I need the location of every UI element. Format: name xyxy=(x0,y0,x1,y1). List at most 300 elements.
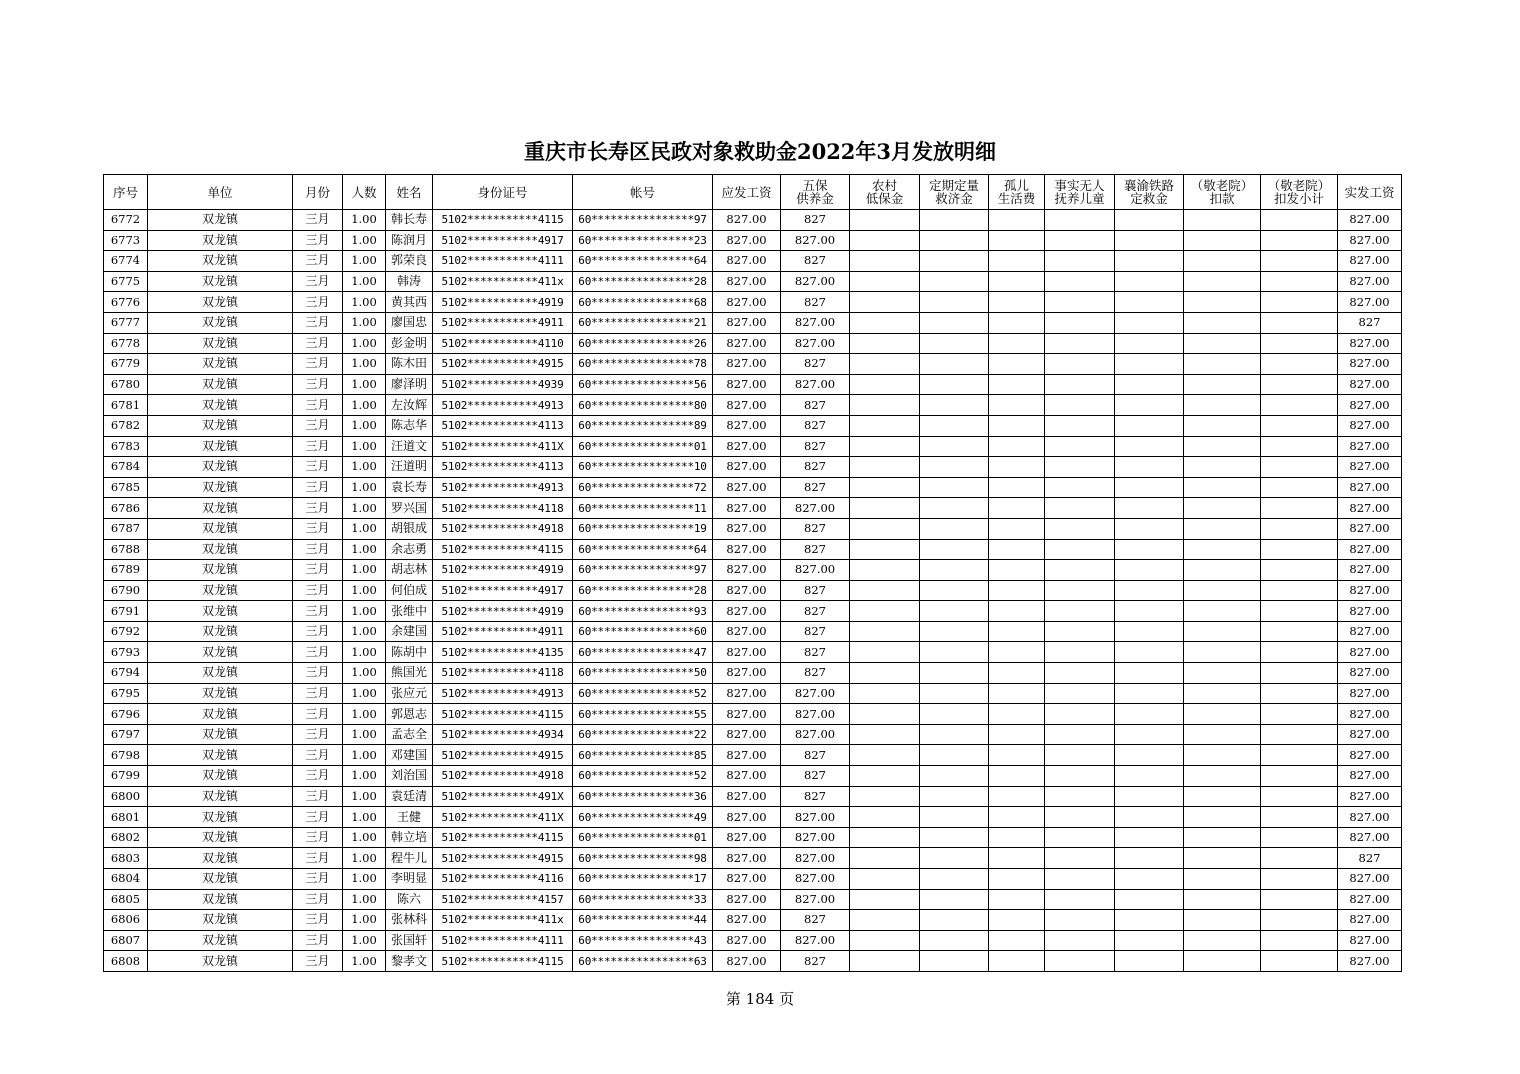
table-cell: 1.00 xyxy=(343,663,386,684)
table-cell: 827.00 xyxy=(713,642,781,663)
table-cell xyxy=(1115,251,1184,272)
table-cell xyxy=(850,663,920,684)
table-cell xyxy=(850,951,920,972)
table-cell: 双龙镇 xyxy=(148,848,293,869)
table-cell: 827 xyxy=(781,251,850,272)
table-cell xyxy=(1045,621,1115,642)
table-row xyxy=(104,210,1402,231)
table-cell: 827.00 xyxy=(713,580,781,601)
table-cell xyxy=(850,807,920,828)
table-cell xyxy=(920,333,989,354)
table-cell xyxy=(989,601,1045,622)
table-cell: 827.00 xyxy=(1338,745,1402,766)
table-cell: 827 xyxy=(781,580,850,601)
table-cell xyxy=(1261,333,1338,354)
table-row xyxy=(104,539,1402,560)
table-cell: 三月 xyxy=(293,930,343,951)
table-cell: 6776 xyxy=(104,292,148,313)
table-cell xyxy=(850,560,920,581)
table-cell xyxy=(1045,354,1115,375)
table-cell xyxy=(1184,312,1261,333)
table-cell: 5102***********4913 xyxy=(433,683,573,704)
table-cell: 827.00 xyxy=(781,724,850,745)
table-cell: 60****************21 xyxy=(573,312,713,333)
table-cell: 胡志林 xyxy=(386,560,433,581)
table-cell: 827.00 xyxy=(1338,580,1402,601)
table-cell xyxy=(920,869,989,890)
table-cell: 60****************36 xyxy=(573,786,713,807)
table-cell xyxy=(989,354,1045,375)
table-cell xyxy=(1184,271,1261,292)
table-cell xyxy=(1184,292,1261,313)
table-cell: 双龙镇 xyxy=(148,230,293,251)
table-cell: 827.00 xyxy=(713,889,781,910)
table-cell xyxy=(989,251,1045,272)
table-cell: 双龙镇 xyxy=(148,910,293,931)
table-cell: 三月 xyxy=(293,848,343,869)
table-cell: 三月 xyxy=(293,333,343,354)
table-cell: 三月 xyxy=(293,724,343,745)
column-header: 五保 供养金 xyxy=(781,175,850,210)
table-cell: 1.00 xyxy=(343,910,386,931)
column-header: 帐号 xyxy=(573,175,713,210)
table-cell: 827 xyxy=(781,745,850,766)
table-cell xyxy=(989,415,1045,436)
table-cell: 韩涛 xyxy=(386,271,433,292)
table-cell xyxy=(1261,766,1338,787)
table-cell: 827.00 xyxy=(713,415,781,436)
table-cell xyxy=(850,786,920,807)
table-cell: 李明显 xyxy=(386,869,433,890)
table-cell: 5102***********4919 xyxy=(433,292,573,313)
table-cell xyxy=(1261,601,1338,622)
table-cell: 827 xyxy=(781,415,850,436)
table-cell: 5102***********411x xyxy=(433,910,573,931)
table-cell xyxy=(989,683,1045,704)
table-cell xyxy=(989,951,1045,972)
table-row xyxy=(104,683,1402,704)
table-cell: 827 xyxy=(781,601,850,622)
table-cell: 双龙镇 xyxy=(148,786,293,807)
table-cell xyxy=(1045,869,1115,890)
table-cell: 5102***********4115 xyxy=(433,827,573,848)
table-cell: 827.00 xyxy=(713,457,781,478)
column-header: （敬老院） 扣款 xyxy=(1184,175,1261,210)
table-cell: 三月 xyxy=(293,807,343,828)
table-cell xyxy=(1115,807,1184,828)
table-cell xyxy=(1184,910,1261,931)
table-cell: 三月 xyxy=(293,601,343,622)
table-cell xyxy=(920,683,989,704)
table-cell: 6798 xyxy=(104,745,148,766)
table-cell xyxy=(1184,621,1261,642)
table-cell xyxy=(1184,457,1261,478)
table-cell xyxy=(1045,580,1115,601)
table-cell xyxy=(920,910,989,931)
table-cell xyxy=(1184,642,1261,663)
table-cell xyxy=(1184,601,1261,622)
table-cell xyxy=(1184,560,1261,581)
table-cell xyxy=(850,683,920,704)
table-cell xyxy=(989,333,1045,354)
table-cell xyxy=(1045,436,1115,457)
table-cell xyxy=(920,312,989,333)
table-cell: 三月 xyxy=(293,642,343,663)
table-cell: 827.00 xyxy=(1338,951,1402,972)
table-cell xyxy=(1115,292,1184,313)
table-cell: 6777 xyxy=(104,312,148,333)
table-cell xyxy=(920,498,989,519)
table-cell: 双龙镇 xyxy=(148,580,293,601)
table-cell: 827 xyxy=(781,436,850,457)
table-cell: 6775 xyxy=(104,271,148,292)
table-cell: 袁长寿 xyxy=(386,477,433,498)
table-row xyxy=(104,601,1402,622)
table-cell: 827.00 xyxy=(713,930,781,951)
table-cell: 6799 xyxy=(104,766,148,787)
table-cell: 827.00 xyxy=(1338,498,1402,519)
table-cell: 60****************44 xyxy=(573,910,713,931)
table-cell: 60****************63 xyxy=(573,951,713,972)
table-cell xyxy=(1115,930,1184,951)
table-cell: 827.00 xyxy=(713,807,781,828)
table-cell: 三月 xyxy=(293,621,343,642)
table-cell xyxy=(920,580,989,601)
table-cell xyxy=(989,827,1045,848)
table-cell: 双龙镇 xyxy=(148,889,293,910)
table-cell: 827.00 xyxy=(1338,354,1402,375)
table-cell: 5102***********4919 xyxy=(433,601,573,622)
table-cell: 1.00 xyxy=(343,621,386,642)
table-cell: 827.00 xyxy=(713,910,781,931)
table-row xyxy=(104,415,1402,436)
table-cell: 左汝辉 xyxy=(386,395,433,416)
table-cell xyxy=(920,560,989,581)
table-cell: 827.00 xyxy=(781,704,850,725)
table-cell xyxy=(1115,477,1184,498)
table-cell: 60****************22 xyxy=(573,724,713,745)
table-cell: 60****************55 xyxy=(573,704,713,725)
table-cell: 827.00 xyxy=(1338,436,1402,457)
table-cell: 双龙镇 xyxy=(148,683,293,704)
table-cell: 5102***********4919 xyxy=(433,560,573,581)
table-cell xyxy=(989,663,1045,684)
table-cell: 5102***********4111 xyxy=(433,251,573,272)
table-cell: 827.00 xyxy=(1338,807,1402,828)
table-row xyxy=(104,786,1402,807)
table-cell xyxy=(1045,333,1115,354)
table-cell: 1.00 xyxy=(343,889,386,910)
column-header: 应发工资 xyxy=(713,175,781,210)
table-cell xyxy=(850,704,920,725)
table-cell: 827.00 xyxy=(1338,518,1402,539)
table-cell xyxy=(1184,807,1261,828)
table-cell: 陈润月 xyxy=(386,230,433,251)
table-cell xyxy=(1184,930,1261,951)
table-cell: 6801 xyxy=(104,807,148,828)
table-cell xyxy=(1115,560,1184,581)
table-cell: 双龙镇 xyxy=(148,642,293,663)
table-cell xyxy=(920,786,989,807)
table-cell: 5102***********4939 xyxy=(433,374,573,395)
table-cell xyxy=(850,251,920,272)
table-cell: 6789 xyxy=(104,560,148,581)
table-cell: 6807 xyxy=(104,930,148,951)
table-cell xyxy=(920,374,989,395)
table-cell xyxy=(1045,601,1115,622)
table-cell: 827.00 xyxy=(713,333,781,354)
table-cell: 三月 xyxy=(293,580,343,601)
table-cell: 1.00 xyxy=(343,312,386,333)
table-cell xyxy=(1115,663,1184,684)
table-cell: 程牛儿 xyxy=(386,848,433,869)
column-header: 单位 xyxy=(148,175,293,210)
table-cell xyxy=(1045,663,1115,684)
table-cell: 双龙镇 xyxy=(148,457,293,478)
table-cell xyxy=(920,621,989,642)
table-cell: 827.00 xyxy=(1338,621,1402,642)
table-row xyxy=(104,869,1402,890)
table-cell xyxy=(1184,374,1261,395)
table-cell: 827.00 xyxy=(1338,230,1402,251)
table-cell: 三月 xyxy=(293,210,343,231)
table-cell xyxy=(1184,518,1261,539)
table-cell: 827.00 xyxy=(713,477,781,498)
table-cell xyxy=(989,869,1045,890)
table-cell xyxy=(1045,251,1115,272)
table-cell: 60****************23 xyxy=(573,230,713,251)
table-cell: 827 xyxy=(781,766,850,787)
table-cell xyxy=(1045,539,1115,560)
table-cell xyxy=(1115,415,1184,436)
table-cell xyxy=(1261,457,1338,478)
table-cell: 1.00 xyxy=(343,683,386,704)
table-cell xyxy=(920,848,989,869)
table-cell: 6808 xyxy=(104,951,148,972)
table-cell: 827.00 xyxy=(713,766,781,787)
table-cell: 827.00 xyxy=(1338,292,1402,313)
table-cell: 6779 xyxy=(104,354,148,375)
table-cell: 827.00 xyxy=(713,374,781,395)
table-cell: 6788 xyxy=(104,539,148,560)
table-cell: 1.00 xyxy=(343,560,386,581)
table-cell: 827.00 xyxy=(713,292,781,313)
table-cell: 1.00 xyxy=(343,457,386,478)
table-cell: 60****************78 xyxy=(573,354,713,375)
table-cell xyxy=(989,745,1045,766)
table-cell xyxy=(1045,230,1115,251)
table-cell: 1.00 xyxy=(343,601,386,622)
table-cell: 827.00 xyxy=(1338,477,1402,498)
table-cell: 双龙镇 xyxy=(148,601,293,622)
table-cell xyxy=(1261,498,1338,519)
table-cell: 827 xyxy=(781,477,850,498)
table-cell xyxy=(920,889,989,910)
table-cell: 1.00 xyxy=(343,230,386,251)
table-cell: 三月 xyxy=(293,292,343,313)
table-cell: 6802 xyxy=(104,827,148,848)
table-cell: 余建国 xyxy=(386,621,433,642)
table-cell: 60****************19 xyxy=(573,518,713,539)
table-cell xyxy=(1045,704,1115,725)
table-cell: 60****************68 xyxy=(573,292,713,313)
table-cell: 5102***********4918 xyxy=(433,766,573,787)
table-cell: 827.00 xyxy=(1338,910,1402,931)
table-row xyxy=(104,704,1402,725)
table-cell xyxy=(1115,580,1184,601)
table-cell xyxy=(920,251,989,272)
table-cell: 60****************56 xyxy=(573,374,713,395)
table-cell xyxy=(1261,786,1338,807)
table-cell: 1.00 xyxy=(343,518,386,539)
table-cell xyxy=(989,807,1045,828)
table-cell: 827.00 xyxy=(713,745,781,766)
table-cell: 廖泽明 xyxy=(386,374,433,395)
table-cell: 三月 xyxy=(293,951,343,972)
table-cell xyxy=(989,642,1045,663)
table-cell: 双龙镇 xyxy=(148,560,293,581)
table-cell xyxy=(920,745,989,766)
table-cell: 5102***********4915 xyxy=(433,745,573,766)
table-cell: 60****************11 xyxy=(573,498,713,519)
table-cell xyxy=(1115,745,1184,766)
table-cell: 1.00 xyxy=(343,869,386,890)
table-cell xyxy=(1261,642,1338,663)
table-cell xyxy=(1184,704,1261,725)
table-cell: 郭恩志 xyxy=(386,704,433,725)
table-cell: 廖国忠 xyxy=(386,312,433,333)
table-cell: 827.00 xyxy=(1338,210,1402,231)
table-cell: 60****************01 xyxy=(573,827,713,848)
table-cell: 双龙镇 xyxy=(148,354,293,375)
table-cell xyxy=(920,292,989,313)
table-cell xyxy=(850,498,920,519)
table-cell xyxy=(1115,724,1184,745)
table-cell xyxy=(1115,457,1184,478)
table-cell: 827 xyxy=(1338,848,1402,869)
table-row xyxy=(104,848,1402,869)
table-cell: 6781 xyxy=(104,395,148,416)
table-cell xyxy=(1115,642,1184,663)
table-cell xyxy=(1184,230,1261,251)
table-cell: 孟志全 xyxy=(386,724,433,745)
table-cell xyxy=(920,539,989,560)
table-cell xyxy=(989,766,1045,787)
table-cell xyxy=(1045,457,1115,478)
table-body xyxy=(104,210,1402,972)
table-cell: 三月 xyxy=(293,436,343,457)
table-row xyxy=(104,333,1402,354)
table-cell: 胡银成 xyxy=(386,518,433,539)
table-cell xyxy=(989,498,1045,519)
table-cell: 827.00 xyxy=(713,724,781,745)
table-cell: 827.00 xyxy=(1338,766,1402,787)
table-cell: 三月 xyxy=(293,395,343,416)
table-cell: 827.00 xyxy=(1338,683,1402,704)
table-cell: 827.00 xyxy=(781,271,850,292)
table-cell: 6772 xyxy=(104,210,148,231)
table-cell xyxy=(1261,869,1338,890)
table-cell xyxy=(1261,518,1338,539)
table-cell: 827.00 xyxy=(781,312,850,333)
table-cell: 三月 xyxy=(293,518,343,539)
table-row xyxy=(104,745,1402,766)
table-cell: 827.00 xyxy=(1338,539,1402,560)
column-header: 农村 低保金 xyxy=(850,175,920,210)
table-cell xyxy=(989,724,1045,745)
table-cell xyxy=(850,621,920,642)
table-cell xyxy=(989,539,1045,560)
table-cell: 827 xyxy=(781,910,850,931)
table-cell: 1.00 xyxy=(343,807,386,828)
table-cell xyxy=(1261,395,1338,416)
table-cell: 5102***********4111 xyxy=(433,930,573,951)
table-cell xyxy=(1115,766,1184,787)
table-cell xyxy=(989,621,1045,642)
table-cell xyxy=(1115,848,1184,869)
table-cell: 1.00 xyxy=(343,827,386,848)
table-row xyxy=(104,951,1402,972)
table-cell xyxy=(1261,539,1338,560)
table-cell xyxy=(920,807,989,828)
table-cell: 韩长寿 xyxy=(386,210,433,231)
column-header: （敬老院） 扣发小计 xyxy=(1261,175,1338,210)
table-cell xyxy=(1184,498,1261,519)
table-cell xyxy=(1261,251,1338,272)
table-cell: 双龙镇 xyxy=(148,415,293,436)
table-cell: 827.00 xyxy=(713,848,781,869)
table-cell xyxy=(1184,539,1261,560)
table-cell xyxy=(1184,415,1261,436)
table-cell xyxy=(1261,683,1338,704)
table-cell xyxy=(850,518,920,539)
table-cell: 1.00 xyxy=(343,951,386,972)
table-cell: 60****************97 xyxy=(573,210,713,231)
table-cell xyxy=(989,704,1045,725)
table-cell xyxy=(1184,683,1261,704)
table-cell xyxy=(1115,869,1184,890)
table-cell: 5102***********4118 xyxy=(433,663,573,684)
table-cell: 双龙镇 xyxy=(148,704,293,725)
table-cell: 双龙镇 xyxy=(148,333,293,354)
table-cell: 5102***********411X xyxy=(433,436,573,457)
table-row xyxy=(104,292,1402,313)
table-cell: 827.00 xyxy=(713,560,781,581)
table-cell: 5102***********4913 xyxy=(433,395,573,416)
table-cell: 827 xyxy=(781,518,850,539)
table-cell xyxy=(920,704,989,725)
table-cell: 827.00 xyxy=(1338,827,1402,848)
table-cell: 5102***********4918 xyxy=(433,518,573,539)
table-cell: 三月 xyxy=(293,786,343,807)
table-cell: 6774 xyxy=(104,251,148,272)
page-title: 重庆市长寿区民政对象救助金2022年3月发放明细 xyxy=(523,139,997,164)
table-cell: 827 xyxy=(781,642,850,663)
table-cell xyxy=(1261,230,1338,251)
table-cell: 三月 xyxy=(293,415,343,436)
table-row xyxy=(104,827,1402,848)
table-cell xyxy=(850,312,920,333)
table-cell: 6773 xyxy=(104,230,148,251)
table-cell xyxy=(1115,518,1184,539)
table-cell: 6785 xyxy=(104,477,148,498)
table-cell xyxy=(1045,312,1115,333)
table-cell xyxy=(989,930,1045,951)
table-cell xyxy=(1115,539,1184,560)
table-cell: 5102***********4115 xyxy=(433,210,573,231)
table-cell: 王健 xyxy=(386,807,433,828)
table-cell xyxy=(1045,642,1115,663)
